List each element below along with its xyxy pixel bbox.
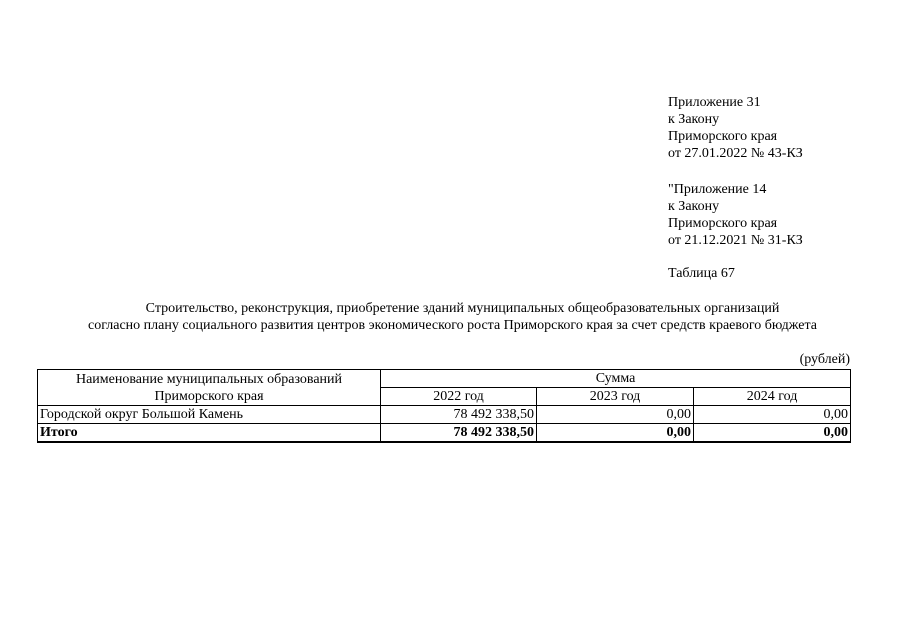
document-title-line-1: Строительство, реконструкция, приобретение зданий муниципальных общеобразовательных организаций	[145, 301, 780, 316]
budget-table	[37, 369, 851, 443]
units-label: (рублей)	[799, 352, 850, 367]
row-municipality-name: Городской округ Большой Камень	[38, 406, 381, 424]
total-label: Итого	[38, 424, 381, 443]
appendix-header	[668, 94, 803, 162]
header-municipality-line-2: Приморского края	[154, 388, 264, 404]
amended-appendix-number: "Приложение 14	[668, 182, 767, 197]
amended-appendix-header	[668, 181, 803, 249]
row-value-2024: 0,00	[694, 406, 851, 424]
header-year-2024: 2024 год	[694, 388, 851, 406]
total-value-2023: 0,00	[537, 424, 694, 443]
total-value-2024: 0,00	[694, 424, 851, 443]
document-title-line-2: согласно плану социального развития центров экономического роста Приморского края за счет средств краевого бюджета	[88, 318, 817, 333]
header-year-2022: 2022 год	[381, 388, 537, 406]
row-value-2023: 0,00	[537, 406, 694, 424]
appendix-law-ref: к Закону	[668, 112, 720, 127]
appendix-region: Приморского края	[668, 129, 778, 144]
header-municipality	[38, 370, 381, 406]
table-number: Таблица 67	[668, 266, 735, 281]
amended-appendix-date: от 21.12.2021 № 31-КЗ	[668, 233, 803, 248]
amended-appendix-law-ref: к Закону	[668, 199, 720, 214]
header-municipality-line-1: Наименование муниципальных образований	[75, 371, 343, 387]
row-value-2022: 78 492 338,50	[381, 406, 537, 424]
table-total-row	[38, 424, 851, 443]
header-year-2023: 2023 год	[537, 388, 694, 406]
table-header-row	[38, 370, 851, 388]
appendix-date: от 27.01.2022 № 43-КЗ	[668, 146, 803, 161]
document-title	[0, 300, 905, 334]
table-row	[38, 406, 851, 424]
header-sum: Сумма	[381, 370, 851, 388]
appendix-number: Приложение 31	[668, 95, 761, 110]
amended-appendix-region: Приморского края	[668, 216, 778, 231]
total-value-2022: 78 492 338,50	[381, 424, 537, 443]
